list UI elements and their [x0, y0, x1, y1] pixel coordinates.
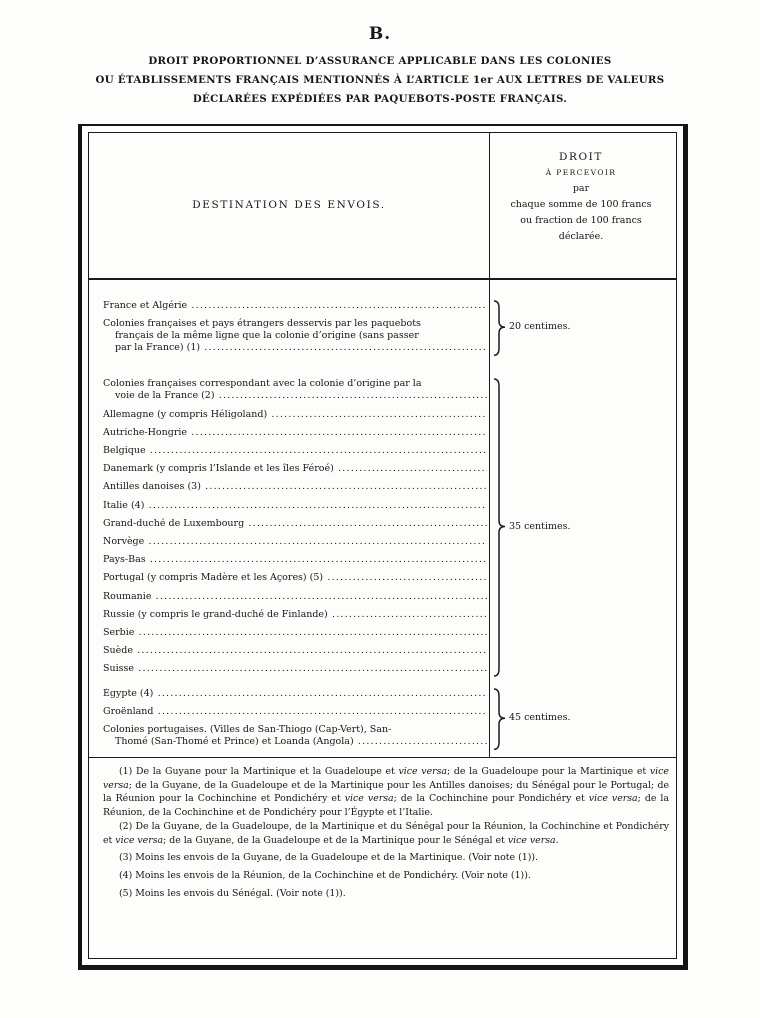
group-brace	[493, 378, 507, 677]
footnote-number: (5)	[119, 887, 133, 899]
title-line-1: DROIT PROPORTIONNEL D’ASSURANCE APPLICABLE DANS LES COLONIES	[148, 55, 612, 67]
destination-name: Portugal (y compris Madère et les Açores) (5)	[103, 572, 324, 584]
rates-table	[88, 132, 677, 959]
group-brace	[493, 688, 507, 750]
destination-name: Norvège	[103, 536, 145, 547]
footnote-italic: vice versa	[507, 834, 556, 846]
destination-name: Russie (y compris le grand-duché de Finlande)	[103, 608, 328, 620]
destination-entry	[103, 645, 487, 657]
footnote-italic: vice versa	[398, 766, 448, 777]
destination-name: Autriche-Hongrie	[103, 426, 188, 438]
destination-name: Groënland	[103, 705, 154, 717]
destination-name: Italie (4)	[103, 499, 145, 511]
destination-name-line: Colonies françaises correspondant avec la colonie d’origine par la	[103, 378, 422, 390]
table-frame	[78, 124, 688, 970]
footnote	[103, 820, 669, 847]
footnote-number: (1)	[119, 766, 133, 777]
destination-entry	[103, 500, 487, 512]
footnote-text: .	[555, 834, 559, 846]
destination-name: Pays-Bas	[103, 554, 146, 566]
destination-name-line: voie de la France (2) .....	[103, 390, 487, 402]
group-rate: 20 centimes.	[509, 321, 571, 333]
destination-name: Danemark (y compris l’Islande et les îles Féroé)	[103, 463, 334, 475]
notes-rule	[89, 757, 676, 758]
droit-header-line: À PERCEVOIR	[545, 168, 617, 177]
destination-entry	[103, 536, 487, 548]
destination-entry	[103, 609, 487, 621]
droit-header-line: chaque somme de 100 francs	[510, 199, 652, 210]
group-rate: 35 centimes.	[509, 520, 571, 532]
footnote-number: (2)	[119, 821, 133, 833]
destination-name: Égypte (4)	[103, 687, 154, 699]
destination-entry	[103, 572, 487, 584]
footnote-text: De la Guyane, de la Guadeloupe, de la Martinique et du Sénégal pour la Réunion, la Cochinchine et Pondichéry et	[103, 821, 670, 846]
footnote-text: Moins les envois de la Guyane, de la Guadeloupe et de la Martinique. (Voir note (1)).	[135, 851, 538, 863]
destination-entry	[103, 627, 487, 639]
destination-name-line: par la France) (1) .....	[103, 342, 487, 354]
destination-name: Suède	[103, 645, 133, 657]
footnote-text: ; de la Guyane, de la Guadeloupe et de la Martinique pour le Sénégal et	[163, 834, 508, 846]
destination-name-line: Colonies portugaises. (Villes de San-Thiogo (Cap-Vert), San-	[103, 724, 392, 735]
destination-name: France et Algérie	[103, 300, 188, 311]
destination-name-line: Colonies françaises et pays étrangers desservis par les paquebots	[103, 318, 421, 330]
footnote	[103, 886, 669, 902]
destination-name: Allemagne (y compris Héligoland)	[103, 408, 268, 420]
destination-entry	[103, 706, 487, 718]
droit-column-header	[491, 149, 671, 245]
droit-header-line: déclarée.	[558, 231, 604, 242]
footnote-italic: vice versa	[588, 793, 638, 805]
destination-entry	[103, 427, 487, 439]
droit-header-line: par	[572, 183, 590, 194]
destination-name: Grand-duché de Luxembourg	[103, 517, 245, 529]
footnote-italic: vice versa	[115, 834, 164, 846]
title-line-2: OU ÉTABLISSEMENTS FRANÇAIS MENTIONNÉS À L’ARTICLE 1er AUX LETTRES DE VALEURS	[95, 74, 665, 86]
destination-column-header: DESTINATION DES ENVOIS.	[192, 199, 386, 211]
title-line-3: DÉCLARÉES EXPÉDIÉES PAR PAQUEBOTS-POSTE FRANÇAIS.	[192, 93, 568, 105]
footnote-text: Moins les envois du Sénégal. (Voir note (1)).	[135, 887, 346, 899]
footnote	[103, 765, 669, 819]
page-letter: B.	[368, 24, 392, 44]
footnote-number: (3)	[119, 851, 133, 863]
group-rate: 45 centimes.	[509, 711, 571, 723]
destination-entry	[103, 409, 487, 421]
group-brace	[493, 300, 507, 356]
destination-entry	[103, 554, 487, 566]
footnote-text: ; de la Cochinchine pour Pondichéry et	[393, 793, 589, 805]
destination-entry	[103, 300, 487, 312]
footnote-italic: vice versa	[344, 793, 394, 805]
destination-name: Roumanie	[103, 590, 152, 602]
column-divider	[489, 133, 490, 757]
destination-name: Antilles danoises (3)	[103, 481, 201, 493]
footnote-text: Moins les envois de la Réunion, de la Cochinchine et de Pondichéry. (Voir note (1)).	[135, 869, 531, 881]
header-rule	[89, 278, 676, 280]
destination-entry	[103, 663, 487, 675]
footnote	[103, 868, 669, 884]
destination-entry	[103, 688, 487, 700]
droit-header-line: DROIT	[558, 151, 604, 163]
footnotes	[103, 765, 669, 903]
document-title	[40, 52, 720, 109]
footnote	[103, 850, 669, 866]
destination-entry	[103, 378, 487, 402]
footnote-number: (4)	[119, 869, 133, 881]
destination-entry	[103, 481, 487, 493]
destination-name: Serbie	[103, 627, 135, 638]
droit-header-line: ou fraction de 100 francs	[520, 215, 642, 226]
destination-name-line: Thomé (San-Thomé et Prince) et Loanda (Angola) .....	[103, 736, 487, 748]
destination-entry	[103, 591, 487, 603]
destination-name-line: français de la même ligne que la colonie d’origine (sans passer	[115, 330, 419, 342]
footnote-text: ; de la Guadeloupe pour la Martinique et	[447, 766, 650, 777]
destination-entry	[103, 518, 487, 530]
footnote-text: ; de la Guyane, de la Guadeloupe et de la Martinique pour les Antilles danoises; du Sénégal pour le Portugal; de la Réunion pour la Cochinchine et Pondichéry et	[103, 779, 669, 805]
destination-entry	[103, 318, 487, 354]
destination-name: Belgique	[103, 445, 146, 456]
destination-name: Suisse	[103, 663, 135, 675]
destination-entry	[103, 724, 487, 748]
footnote-text: ; de la Réunion, de la Cochinchine et de Pondichéry pour l’Égypte et l’Italie.	[103, 793, 669, 818]
footnote-text: De la Guyane pour la Martinique et la Guadeloupe et	[135, 766, 399, 777]
footnote-italic: vice versa	[103, 766, 669, 791]
destination-entry	[103, 445, 487, 457]
destination-entry	[103, 463, 487, 475]
